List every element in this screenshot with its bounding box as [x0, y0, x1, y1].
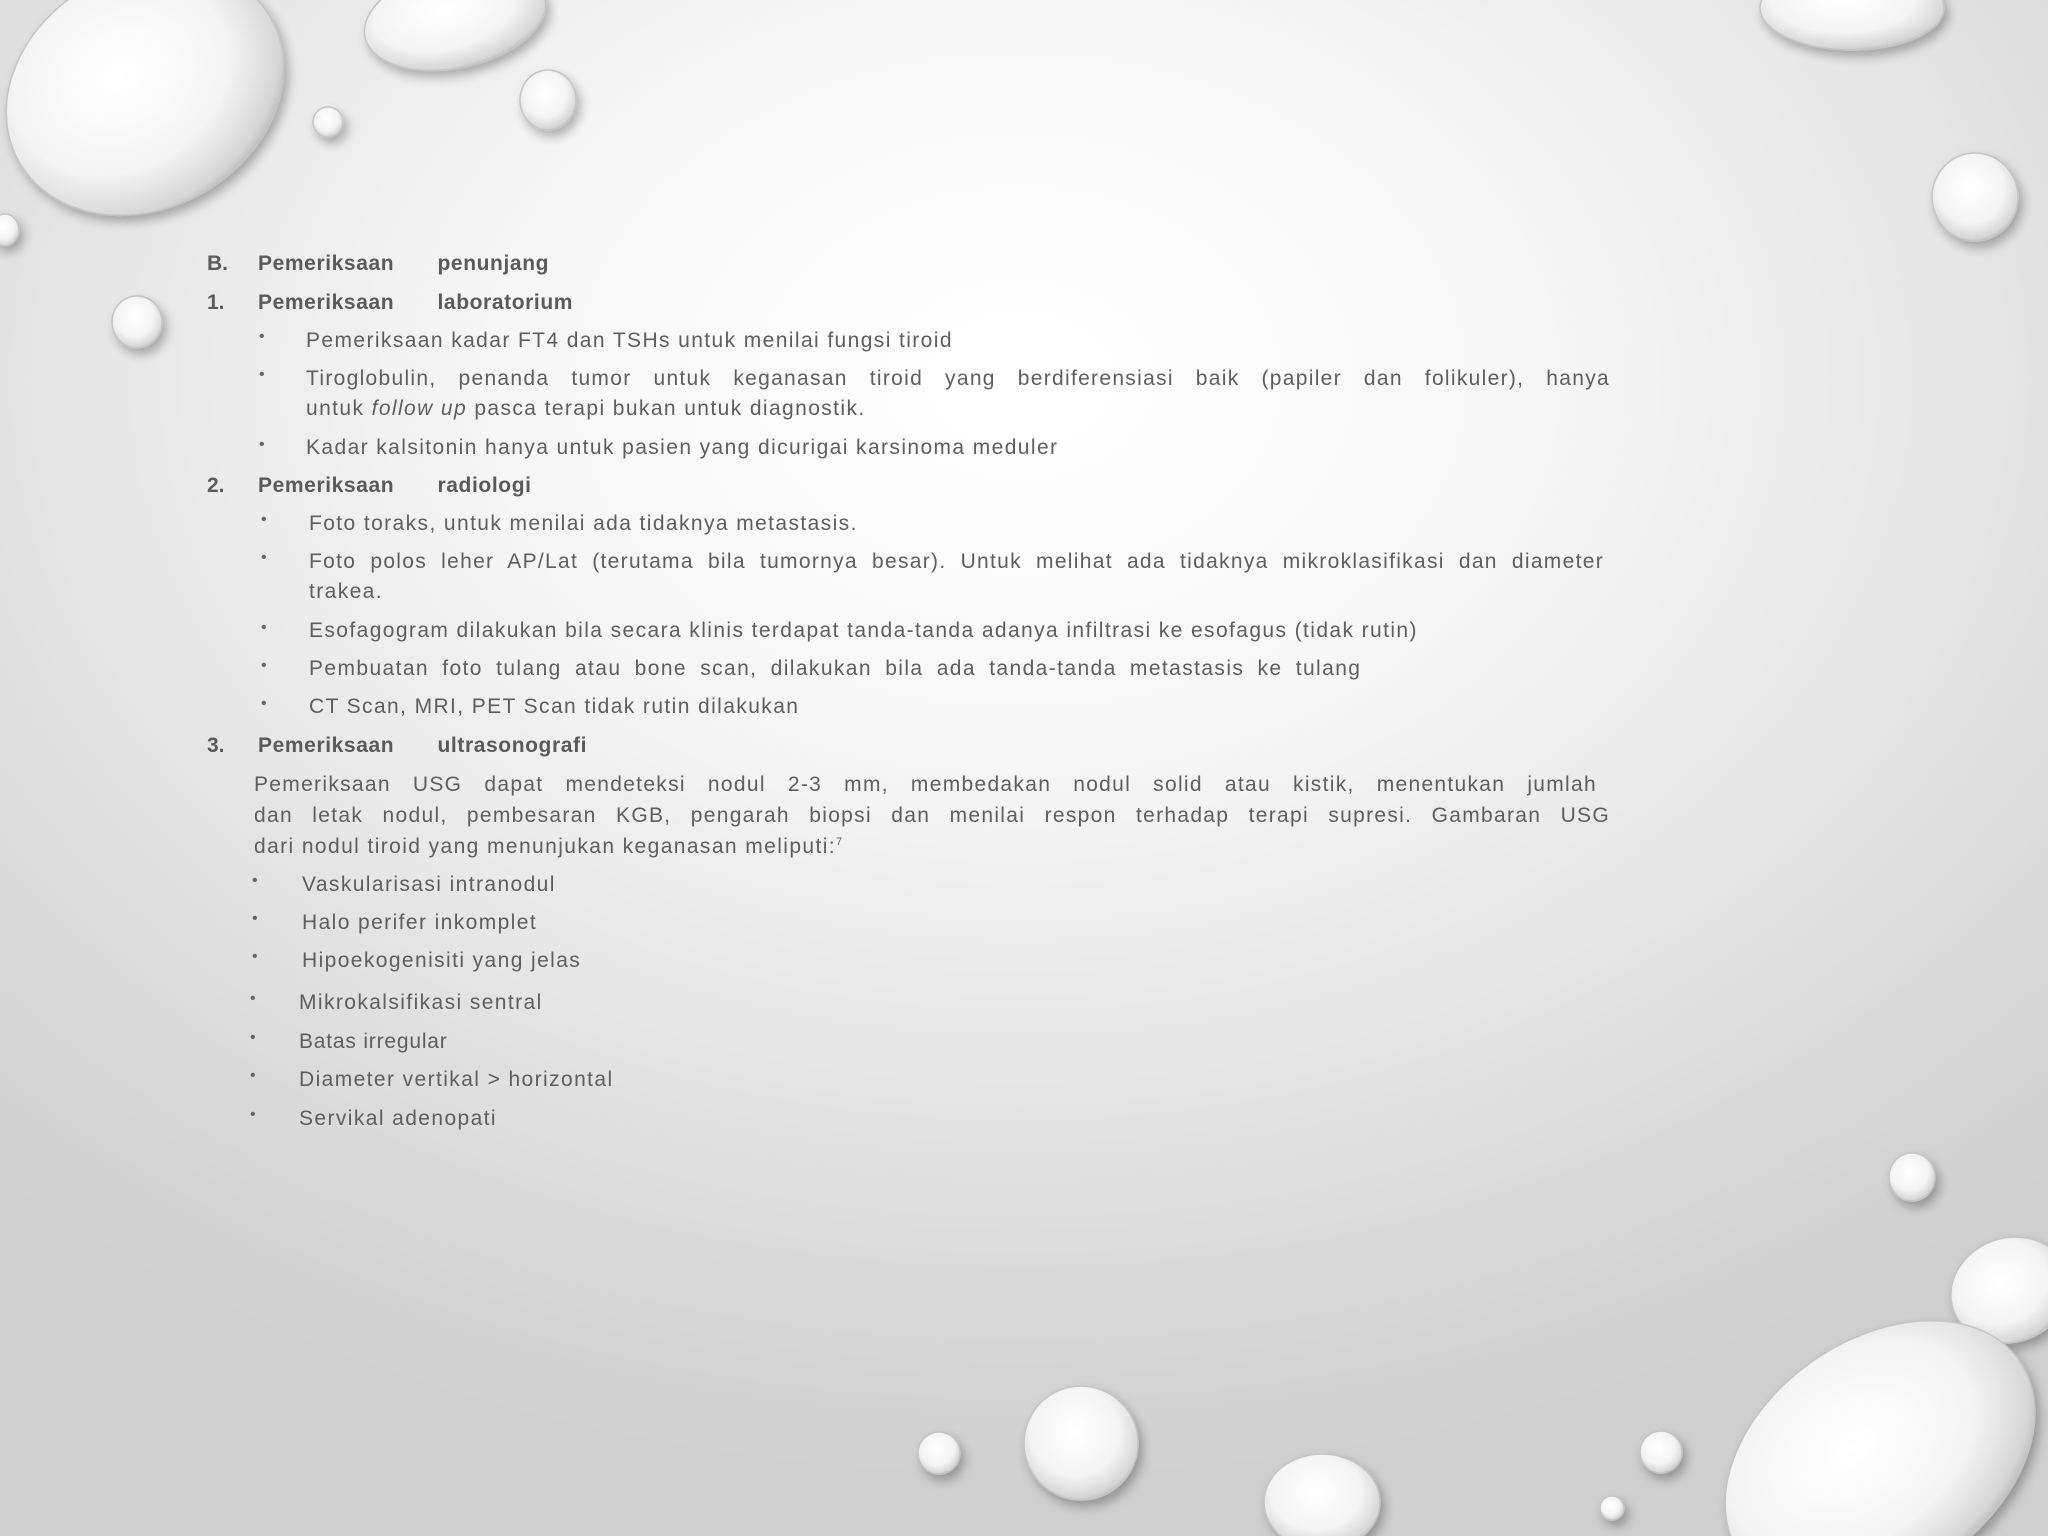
- bullet-icon: •: [261, 549, 267, 566]
- usg-title: Pemeriksaan ultrasonografi: [258, 734, 588, 757]
- usg-paragraph-line: dan letak nodul, pembesaran KGB, pengarah biopsi dan menilai respon terhadap terapi supresi. Gambaran USG: [254, 804, 1610, 827]
- lab-item-continuation: [306, 397, 866, 421]
- bullet-icon: •: [259, 328, 265, 345]
- usg-item: Servikal adenopati: [299, 1107, 497, 1130]
- usg-item: Hipoekogenisiti yang jelas: [302, 949, 582, 972]
- usg-paragraph-line: [254, 835, 842, 859]
- usg-paragraph-line: Pemeriksaan USG dapat mendeteksi nodul 2-3 mm, membedakan nodul solid atau kistik, menentukan jumlah: [254, 773, 1597, 796]
- usg-number: 3.: [207, 734, 225, 757]
- radiology-item: Esofagogram dilakukan bila secara klinis terdapat tanda-tanda adanya infiltrasi ke esofagus (tidak rutin): [309, 619, 1418, 642]
- radiology-number: 2.: [207, 474, 225, 497]
- lab-item: Pemeriksaan kadar FT4 dan TSHs untuk menilai fungsi tiroid: [306, 329, 953, 352]
- radiology-item: CT Scan, MRI, PET Scan tidak rutin dilakukan: [309, 695, 800, 718]
- bullet-icon: •: [261, 657, 267, 674]
- bullet-icon: •: [250, 1106, 256, 1123]
- radiology-item: Pembuatan foto tulang atau bone scan, dilakukan bila ada tanda-tanda metastasis ke tulang: [309, 657, 1362, 680]
- radiology-title: Pemeriksaan radiologi: [258, 474, 532, 497]
- usg-item: Mikrokalsifikasi sentral: [299, 991, 543, 1014]
- bullet-icon: •: [250, 990, 256, 1007]
- bullet-icon: •: [259, 436, 265, 453]
- bullet-icon: •: [259, 366, 265, 383]
- bullet-icon: •: [261, 511, 267, 528]
- bullet-icon: •: [261, 695, 267, 712]
- bullet-icon: •: [261, 619, 267, 636]
- lab-number: 1.: [207, 291, 225, 314]
- italic-text: follow up: [371, 397, 468, 420]
- text-segment: untuk: [306, 397, 372, 420]
- lab-item: Tiroglobulin, penanda tumor untuk keganasan tiroid yang berdiferensiasi baik (papiler dan folikuler), hanya: [306, 367, 1610, 390]
- text-segment: pasca terapi bukan untuk diagnostik.: [467, 397, 866, 420]
- bullet-icon: •: [252, 910, 258, 927]
- bullet-icon: •: [252, 872, 258, 889]
- usg-item: Batas irregular: [299, 1030, 448, 1053]
- bullet-icon: •: [250, 1067, 256, 1084]
- usg-item: Vaskularisasi intranodul: [302, 873, 556, 896]
- usg-item: Halo perifer inkomplet: [302, 911, 538, 934]
- bullet-icon: •: [252, 948, 258, 965]
- lab-item: Kadar kalsitonin hanya untuk pasien yang dicurigai karsinoma meduler: [306, 436, 1059, 459]
- citation-superscript: 7: [836, 836, 843, 848]
- text-segment: dari nodul tiroid yang menunjukan keganasan meliputi:: [254, 835, 837, 858]
- bullet-icon: •: [250, 1029, 256, 1046]
- usg-item: Diameter vertikal > horizontal: [299, 1068, 614, 1091]
- radiology-item-continuation: trakea.: [309, 580, 383, 603]
- lab-title: Pemeriksaan laboratorium: [258, 291, 574, 314]
- radiology-item: Foto polos leher AP/Lat (terutama bila tumornya besar). Untuk melihat ada tidaknya mikroklasifikasi dan diameter: [309, 550, 1604, 573]
- section-label: B.: [207, 252, 228, 275]
- radiology-item: Foto toraks, untuk menilai ada tidaknya metastasis.: [309, 512, 858, 535]
- section-title: Pemeriksaan penunjang: [258, 252, 550, 275]
